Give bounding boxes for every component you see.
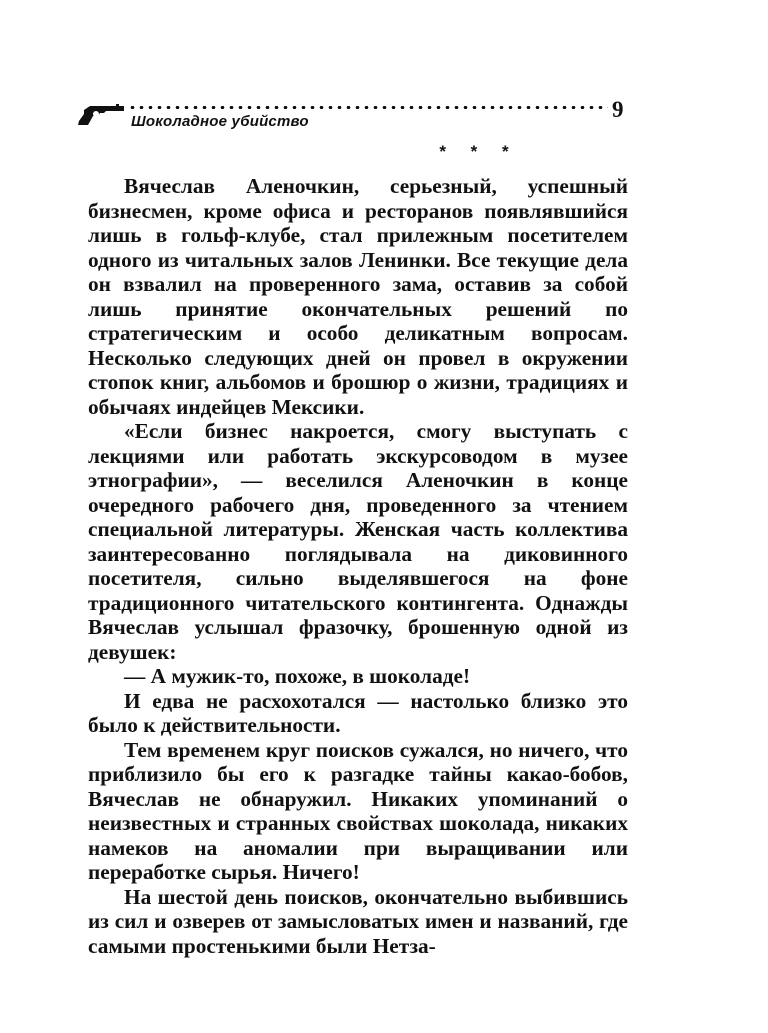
paragraph: «Если бизнес накроется, смогу выступать с лекциями или работать экскурсоводом в музее этнографии», — веселился Аленочкин в конце очередного рабочего дня, проведенного за чтением специальной литературы. Женская часть коллектива заинтересованно поглядывала на диковинного посетителя, сильно выделявшегося на фоне традиционного читательского контингента. Однажды Вячеслав услышал фразочку, брошенную одной из девушек: [88,419,628,664]
paragraph: Вячеслав Аленочкин, серьезный, успешный бизнесмен, кроме офиса и ресторанов появлявшийся лишь в гольф-клубе, стал прилежным посетителем одного из читальных залов Ленинки. Все текущие дела он взвалил на проверенного зама, оставив за собой лишь принятие окончательных решений по стратегическим и особо деликатным вопросам. Несколько следующих дней он провел в окружении стопок книг, альбомов и брошюр о жизни, традициях и обычаях индейцев Мексики. [88,174,628,419]
page-number: 9 [612,97,624,122]
body-text [88,174,628,958]
revolver-icon [76,103,126,125]
paragraph: — А мужик-то, похоже, в шоколаде! [124,664,471,688]
section-separator: * * * [439,142,519,161]
paragraph: И едва не расхохотался — настолько близко это было к действительности. [88,688,628,737]
header-dotted-rule [128,106,608,109]
page-header [76,96,636,134]
paragraph: На шестой день поисков, окончательно выбившись из сил и озверев от замысловатых имен и названий, где самыми простенькими были Нетза- [88,884,628,958]
paragraph: Тем временем круг поисков сужался, но ничего, что приблизило бы его к разгадке тайны какао-бобов, Вячеслав не обнаружил. Никаких упоминаний о неизвестных и странных свойствах шоколада, никаких намеков на аномалии при выращивании или переработке сырья. Ничего! [88,737,628,884]
book-title: Шоколадное убийство [131,113,309,130]
